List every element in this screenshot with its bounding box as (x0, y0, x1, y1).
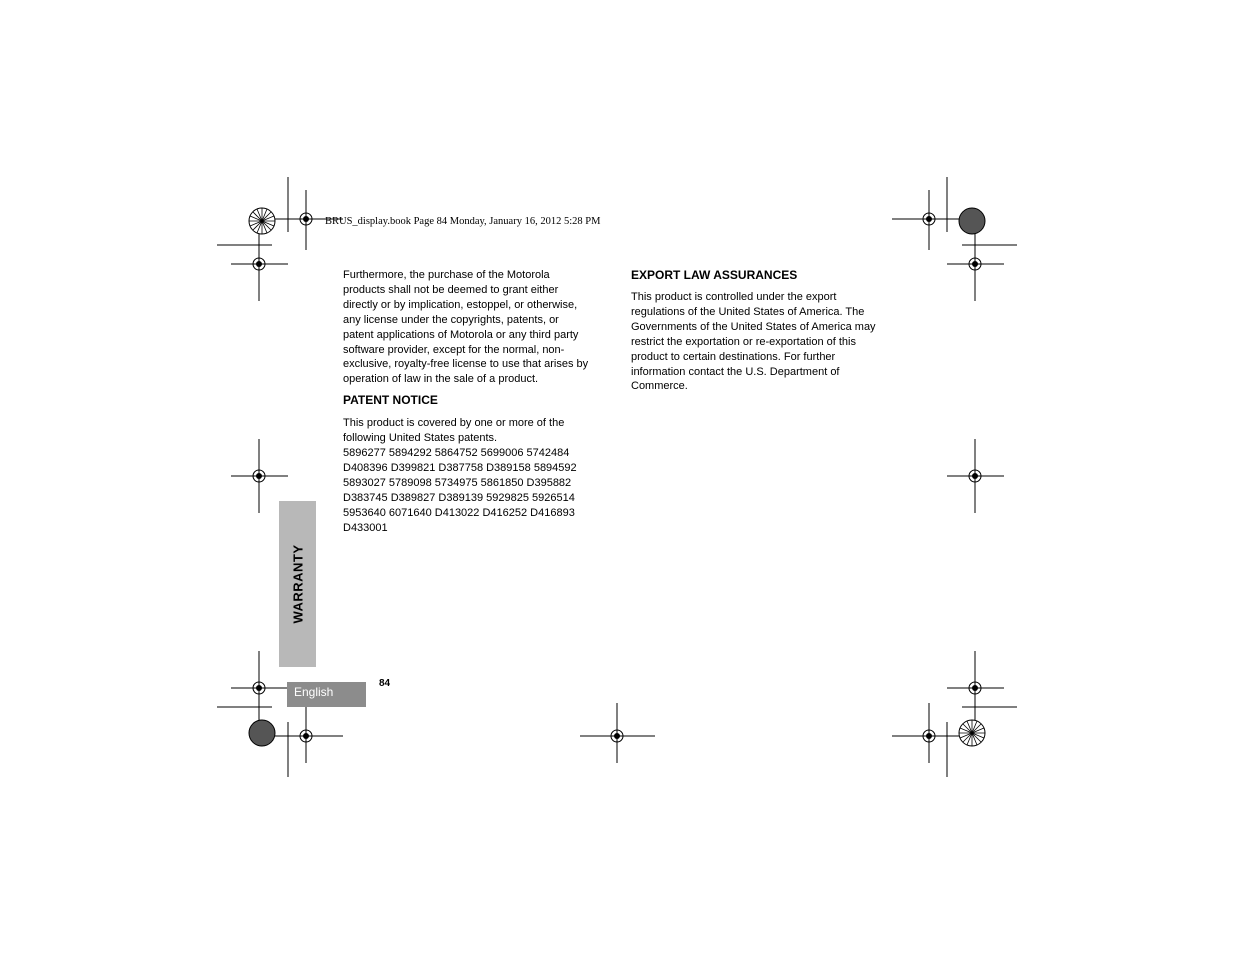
side-tab-label: WARRANTY (290, 544, 305, 624)
intro-paragraph: Furthermore, the purchase of the Motorola products shall not be deemed to grant either directly or by implication, estoppel, or otherwise, any license under the copyrights, patents, or patent applications of Motorola or any third party software provider, except for the normal, non- exclusive, royalty-free license to use that arises by operation of law in the sale of a product. (343, 269, 589, 386)
left-column (343, 268, 608, 536)
patent-notice-heading: PATENT NOTICE (343, 393, 438, 408)
export-law-heading: EXPORT LAW ASSURANCES (631, 268, 798, 282)
file-header: BRUS_display.book Page 84 Monday, January 16, 2012 5:28 PM (325, 216, 601, 227)
section-side-tab (279, 501, 316, 667)
patent-numbers: 5896277 5894292 5864752 5699006 5742484 D408396 D399821 D387758 D389158 5894592 5893027 5789098 5734975 5861850 D395882 D383745 D389827 D389139 5929825 5926514 5953640 6071640 D413022 D416252 D416893 D433001 (343, 447, 577, 534)
patent-intro: This product is covered by one or more of the following United States patents. (343, 417, 565, 445)
right-column (631, 268, 896, 394)
language-label: English (287, 682, 366, 707)
page-number: 84 (379, 678, 391, 689)
export-paragraph: This product is controlled under the export regulations of the United States of America. The Governments of the United States of America may restrict the exportation or re-exportation of this product to certain destinations. For further information contact the U.S. Department of Commerce. (631, 291, 876, 393)
